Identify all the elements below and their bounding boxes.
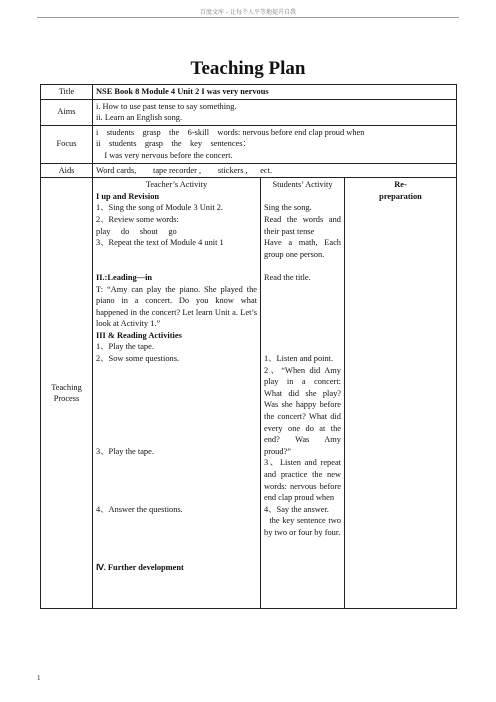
aids-value: Word cards, tape recorder , stickers , ect.: [93, 163, 457, 178]
re-preparation-column: [345, 178, 457, 609]
student-step: 2、“When did Amy play in a concert: What did she play? Was she happy before the concert? What did every one do at the end? Was Amy proud?”: [264, 365, 341, 456]
teaching-plan-table: [40, 84, 457, 609]
aids-row: [41, 163, 457, 178]
focus-item: ii students grasp the key sentences：: [96, 139, 251, 149]
aims-value: [93, 99, 457, 125]
title-value: NSE Book 8 Module 4 Unit 2 I was very nervous: [93, 85, 457, 100]
focus-item: I was very nervous before the concert.: [96, 150, 233, 160]
teacher-step: play do shout go: [96, 226, 177, 236]
aims-label: Aims: [41, 99, 93, 125]
aids-label: Aids: [41, 163, 93, 178]
teacher-step: 2、Review some words:: [96, 214, 179, 224]
page-title: Teaching Plan: [190, 58, 306, 79]
page-number: 1: [37, 674, 41, 682]
teacher-step: 1、Play the tape.: [96, 342, 154, 352]
student-step: 3、Listen and repeat and practice the new words: nervous before end clap proud when: [264, 458, 341, 503]
teacher-step: I up and Revision: [96, 191, 160, 201]
aims-item: i. How to use past tense to say something.: [96, 101, 237, 111]
teacher-activity-column: [93, 178, 261, 609]
student-step: Sing the song.: [264, 203, 312, 213]
aims-item: ii. Learn an English song.: [96, 113, 183, 123]
re-preparation-header: preparation: [379, 191, 422, 201]
focus-item: i students grasp the 6-skill words: nervous before end clap proud when: [96, 127, 365, 137]
teacher-step: II.:Leading—in: [96, 272, 153, 282]
focus-row: [41, 125, 457, 163]
teacher-step: 4、Answer the questions.: [96, 504, 183, 514]
students-activity-column: [261, 178, 345, 609]
focus-label: Focus: [41, 125, 93, 163]
student-step: the key sentence two by two or four by four.: [264, 516, 344, 537]
process-label-line: Process: [53, 394, 80, 404]
process-label-line: Teaching: [51, 382, 82, 392]
focus-value: [93, 125, 457, 163]
student-step: Read the words and their past tense: [264, 214, 341, 236]
teacher-step: T: “Amy can play the piano. She played the piano in a concert. Do you know what happened in the concert? Let learn Unit a. Let’s look at Activity 1.”: [96, 284, 257, 329]
teacher-step: Ⅳ. Further development: [96, 562, 184, 572]
process-row: [41, 178, 457, 609]
process-label: [41, 178, 93, 609]
student-step: 4、Say the answer.: [264, 504, 329, 514]
re-preparation-header: Re-: [394, 180, 407, 190]
header-rule: [37, 17, 459, 18]
teacher-step: 3、Play the tape.: [96, 446, 154, 456]
teacher-step: 2、Sow some questions.: [96, 354, 180, 364]
student-step: Have a math, Each group one person.: [264, 238, 341, 259]
students-activity-header: Students’ Activity: [272, 180, 333, 190]
teacher-step: III & Reading Activities: [96, 330, 182, 340]
title-label: Title: [41, 85, 93, 100]
teacher-step: 3、Repeat the text of Module 4 unit 1: [96, 238, 224, 248]
aims-row: [41, 99, 457, 125]
student-step: 1、Listen and point.: [264, 354, 334, 364]
title-row: [41, 85, 457, 100]
teacher-activity-header: Teacher’s Activity: [145, 180, 208, 190]
teacher-step: 1、Sing the song of Module 3 Unit 2.: [96, 203, 224, 213]
header-note: 百度文库 - 让每个人平等地提升自我: [200, 9, 296, 16]
student-step: Read the title.: [264, 272, 311, 282]
